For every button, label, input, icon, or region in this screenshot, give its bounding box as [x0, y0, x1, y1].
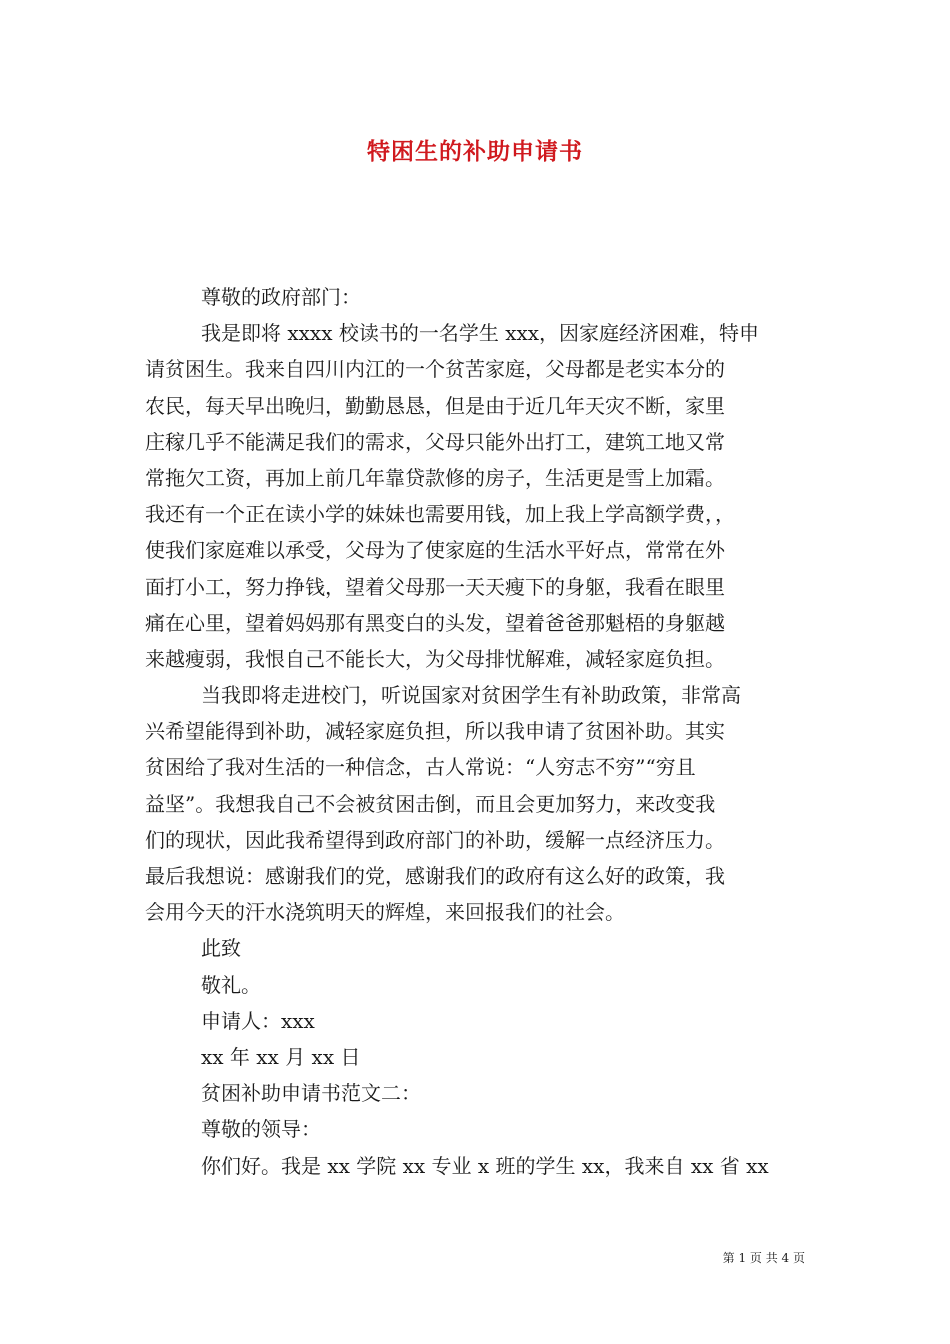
body-line: 申请人：xxx — [201, 1008, 315, 1033]
body-line: 请贫困生。我来自四川内江的一个贫苦家庭，父母都是老实本分的 — [145, 357, 725, 382]
body-line: 当我即将走进校门，听说国家对贫困学生有补助政策，非常高 — [201, 683, 741, 708]
body-line: 敬礼。 — [201, 972, 261, 997]
body-line: 来越瘦弱，我恨自己不能长大，为父母排忧解难，减轻家庭负担。 — [145, 646, 725, 671]
body-line: 你们好。我是 xx 学院 xx 专业 x 班的学生 xx，我来自 xx 省 xx — [201, 1153, 769, 1178]
body-line: 使我们家庭难以承受，父母为了使家庭的生活水平好点，常常在外 — [145, 538, 725, 563]
body-line: 益坚”。我想我自己不会被贫困击倒，而且会更加努力，来改变我 — [145, 791, 716, 816]
page-number: 第 1 页 共 4 页 — [722, 1251, 805, 1265]
body-line: 农民，每天早出晚归，勤勤恳恳，但是由于近几年天灾不断，家里 — [145, 393, 725, 418]
body-line: 兴希望能得到补助，减轻家庭负担，所以我申请了贫困补助。其实 — [145, 719, 725, 744]
body-line: 我还有一个正在读小学的妹妹也需要用钱，加上我上学高额学费，， — [145, 502, 735, 527]
body-line: 贫困给了我对生活的一种信念，古人常说：“人穷志不穷”“穷且 — [145, 755, 696, 780]
document-body — [145, 279, 807, 1184]
body-line: 此致 — [201, 936, 241, 961]
body-line: 庄稼几乎不能满足我们的需求，父母只能外出打工，建筑工地又常 — [145, 429, 725, 454]
body-line: 最后我想说：感谢我们的党，感谢我们的政府有这么好的政策，我 — [145, 864, 725, 888]
body-line: 我是即将 xxxx 校读书的一名学生 xxx，因家庭经济困难，特申 — [201, 321, 760, 346]
body-line: 尊敬的政府部门： — [201, 285, 361, 309]
body-line: 常拖欠工资，再加上前几年靠贷款修的房子，生活更是雪上加霜。 — [145, 465, 725, 490]
body-line: 面打小工，努力挣钱，望着父母那一天天瘦下的身躯，我看在眼里 — [145, 574, 725, 599]
document-title: 特困生的补助申请书 — [367, 138, 583, 165]
body-line: 尊敬的领导： — [201, 1117, 321, 1142]
body-line: 们的现状，因此我希望得到政府部门的补助，缓解一点经济压力。 — [145, 827, 725, 852]
body-line: xx 年 xx 月 xx 日 — [201, 1044, 361, 1069]
body-line: 贫困补助申请书范文二： — [201, 1081, 421, 1106]
body-line: 痛在心里，望着妈妈那有黑变白的头发，望着爸爸那魁梧的身躯越 — [145, 610, 725, 635]
body-line: 会用今天的汗水浇筑明天的辉煌，来回报我们的社会。 — [145, 900, 625, 925]
